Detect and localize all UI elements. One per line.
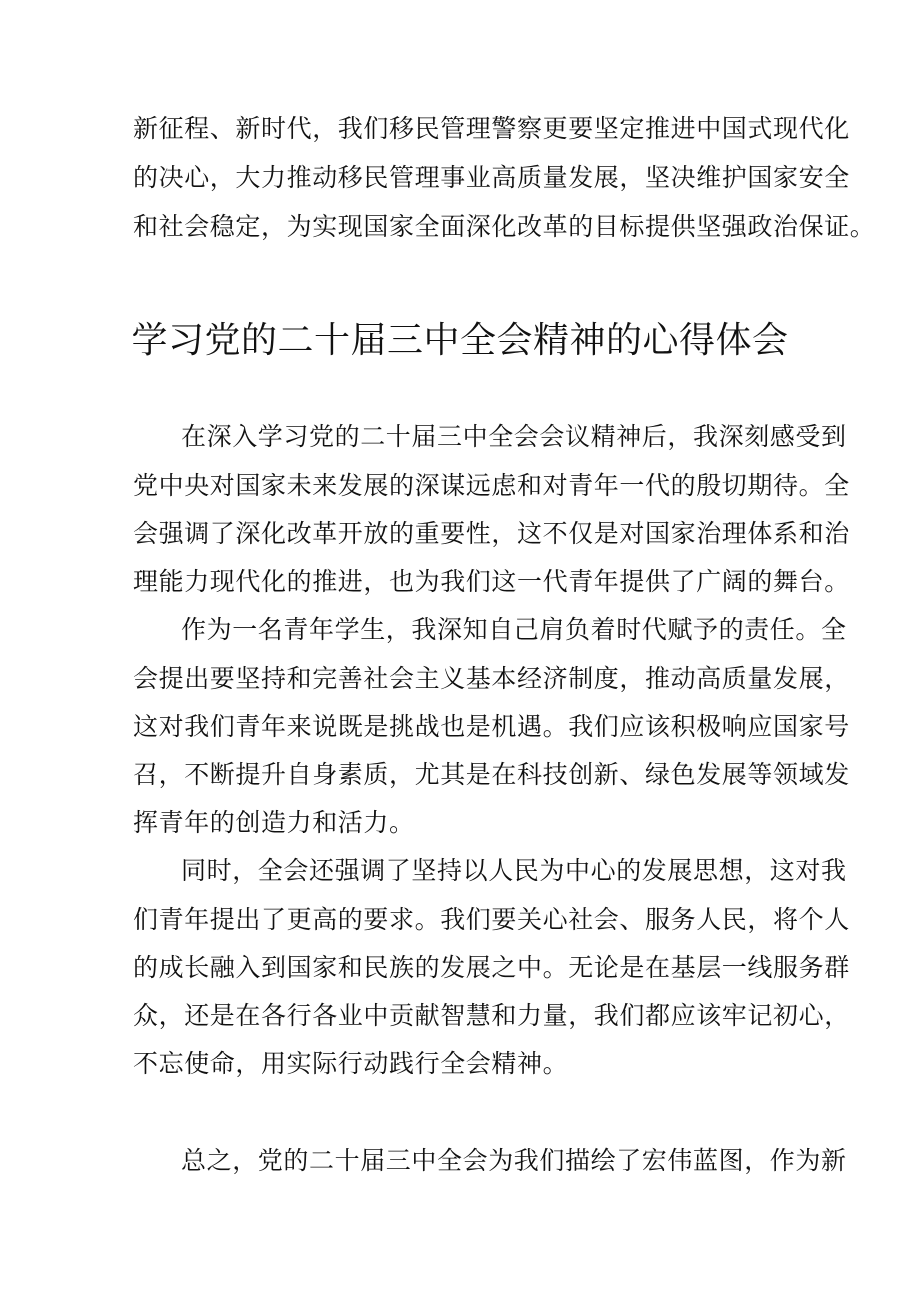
paragraph-3-line: 们青年提出了更高的要求。我们要关心社会、服务人民，将个人 <box>133 905 850 934</box>
intro-line: 新征程、新时代，我们移民管理警察更要坚定推进中国式现代化 <box>133 114 850 143</box>
paragraph-3-line: 不忘使命，用实际行动践行全会精神。 <box>133 1049 569 1078</box>
paragraph-2-line: 召，不断提升自身素质，尤其是在科技创新、绿色发展等领域发 <box>133 760 850 789</box>
paragraph-1-line: 会强调了深化改革开放的重要性，这不仅是对国家治理体系和治 <box>133 519 850 548</box>
paragraph-2-line: 这对我们青年来说既是挑战也是机遇。我们应该积极响应国家号 <box>133 712 850 741</box>
intro-line: 的决心，大力推动移民管理事业高质量发展，坚决维护国家安全 <box>133 163 850 192</box>
paragraph-3-line: 同时，全会还强调了坚持以人民为中心的发展思想，这对我 <box>181 856 847 885</box>
paragraph-2-line: 作为一名青年学生，我深知自己肩负着时代赋予的责任。全 <box>181 615 847 644</box>
intro-line: 和社会稳定，为实现国家全面深化改革的目标提供坚强政治保证。 <box>133 212 876 241</box>
paragraph-2-line: 挥青年的创造力和活力。 <box>133 808 415 837</box>
document-title: 学习党的二十届三中全会精神的心得体会 <box>131 320 789 361</box>
paragraph-3-line: 的成长融入到国家和民族的发展之中。无论是在基层一线服务群 <box>133 953 850 982</box>
paragraph-4-line: 总之，党的二十届三中全会为我们描绘了宏伟蓝图，作为新 <box>181 1146 847 1175</box>
paragraph-1-line: 党中央对国家未来发展的深谋远虑和对青年一代的殷切期待。全 <box>133 471 850 500</box>
paragraph-2-line: 会提出要坚持和完善社会主义基本经济制度，推动高质量发展， <box>133 664 850 693</box>
paragraph-1-line: 在深入学习党的二十届三中全会会议精神后，我深刻感受到 <box>181 422 847 451</box>
paragraph-1-line: 理能力现代化的推进，也为我们这一代青年提供了广阔的舞台。 <box>133 567 850 596</box>
paragraph-3-line: 众，还是在各行各业中贡献智慧和力量，我们都应该牢记初心， <box>133 1001 850 1030</box>
